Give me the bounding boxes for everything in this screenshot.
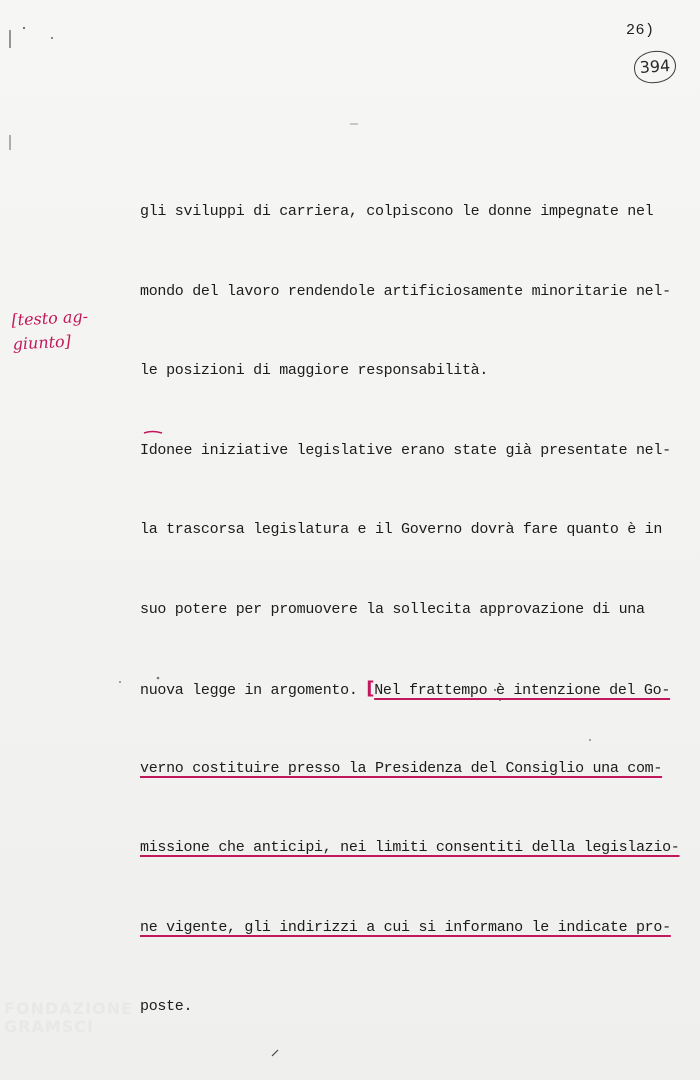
text-line bbox=[140, 676, 680, 703]
text-line: le posizioni di maggiore responsabilità. bbox=[140, 362, 489, 379]
text-line: la trascorsa legislatura e il Governo dovrà fare quanto è in bbox=[140, 521, 663, 538]
text-segment: nuova legge in argomento. bbox=[140, 682, 367, 699]
archive-number-circled: 394 bbox=[633, 50, 677, 85]
added-text-segment: Nel frattempo è intenzione del Go- bbox=[374, 682, 671, 699]
speck bbox=[119, 681, 121, 683]
watermark-line: FONDAZIONE bbox=[4, 999, 134, 1018]
text-line-added bbox=[140, 835, 680, 862]
margin-annotation bbox=[11, 303, 113, 356]
speck bbox=[51, 37, 53, 39]
text-line-added bbox=[140, 756, 680, 783]
text-line-added bbox=[140, 915, 680, 942]
text-line: mondo del lavoro rendendole artificiosamente minoritarie nel- bbox=[140, 282, 671, 300]
added-text-segment: poste. bbox=[140, 998, 193, 1015]
added-text-segment: verno costituire presso la Presidenza del Consiglio una com- bbox=[140, 759, 663, 777]
text-line: suo potere per promuovere la sollecita approvazione di una bbox=[140, 600, 645, 618]
text-line: Idonee iniziative legislative erano state già presentate nel- bbox=[140, 441, 671, 459]
watermark-line: GRAMSCI bbox=[4, 1017, 94, 1036]
added-text-segment: missione che anticipi, nei limiti consentiti della legislazio- bbox=[140, 839, 680, 856]
margin-annotation-line: giunto] bbox=[12, 331, 72, 354]
added-text-segment: ne vigente, gli indirizzi a cui si informano le indicate pro- bbox=[140, 918, 671, 936]
typed-body-text bbox=[140, 146, 680, 1074]
speck bbox=[23, 27, 25, 29]
archive-watermark bbox=[4, 1000, 234, 1036]
margin-annotation-line: [testo ag- bbox=[10, 306, 89, 330]
annotation-bracket: [ bbox=[366, 678, 375, 699]
page-number: 26) bbox=[626, 22, 655, 39]
text-line: gli sviluppi di carriera, colpiscono le donne impegnate nel bbox=[140, 203, 654, 220]
